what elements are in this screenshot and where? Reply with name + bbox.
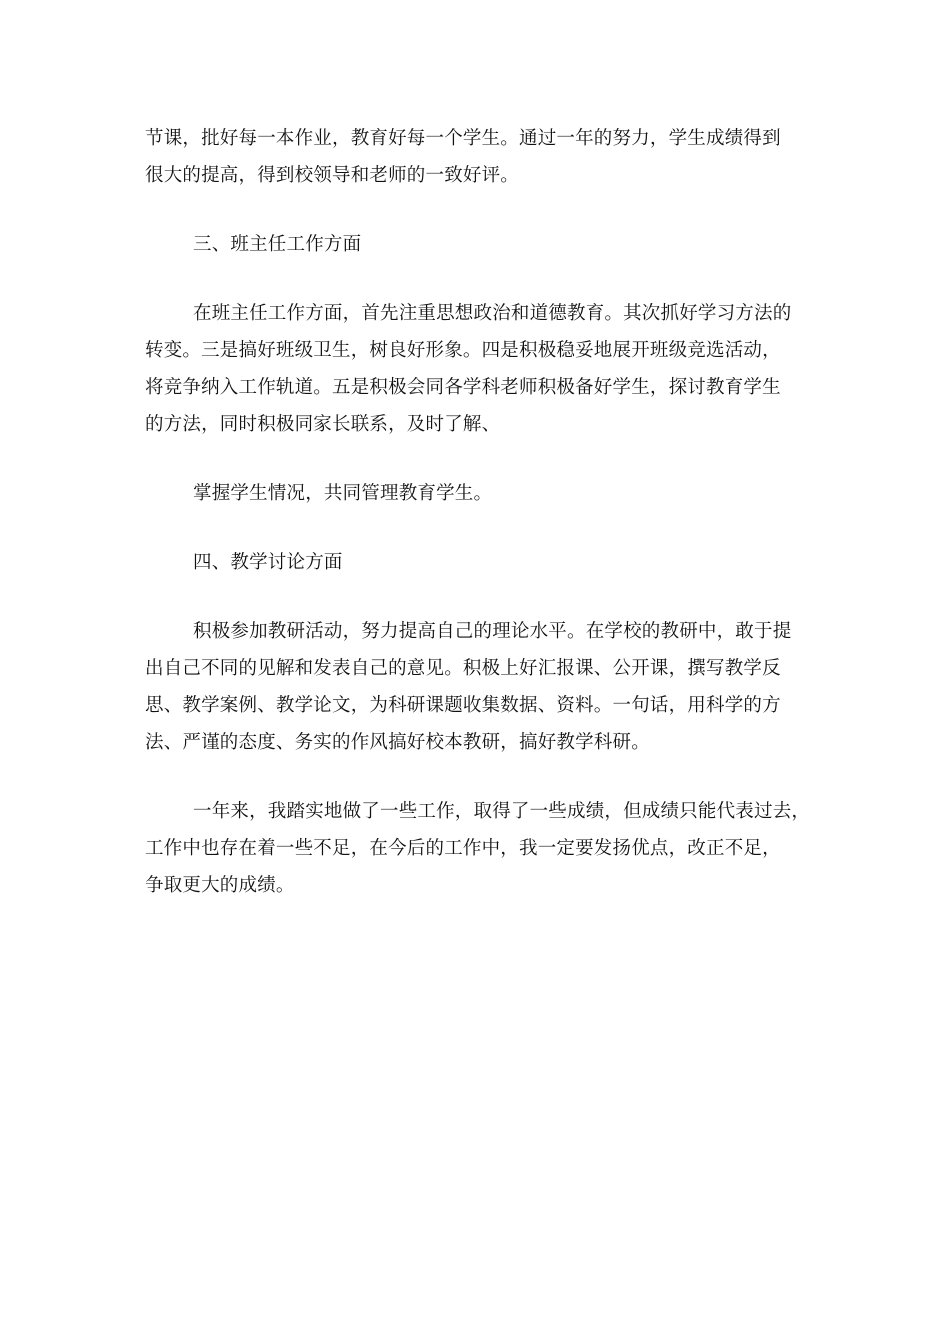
paragraph-line: 的方法，同时积极同家长联系，及时了解、	[145, 414, 501, 435]
paragraph-line: 思、教学案例、教学论文，为科研课题收集数据、资料。一句话，用科学的方	[145, 695, 781, 716]
paragraph-line: 掌握学生情况，共同管理教育学生。	[193, 483, 493, 504]
paragraph-line: 法、严谨的态度、务实的作风搞好校本教研，搞好教学科研。	[145, 732, 650, 753]
paragraph-line: 很大的提高，得到校领导和老师的一致好评。	[145, 165, 520, 186]
paragraph-line: 节课，批好每一本作业，教育好每一个学生。通过一年的努力，学生成绩得到	[145, 128, 781, 149]
paragraph-line: 将竞争纳入工作轨道。五是积极会同各学科老师积极备好学生，探讨教育学生	[145, 377, 781, 398]
paragraph-line: 一年来，我踏实地做了一些工作，取得了一些成绩，但成绩只能代表过去，	[193, 801, 811, 822]
paragraph-line: 争取更大的成绩。	[145, 875, 295, 896]
paragraph-line: 转变。三是搞好班级卫生，树良好形象。四是积极稳妥地展开班级竞选活动，	[145, 340, 781, 361]
paragraph-line: 积极参加教研活动，努力提高自己的理论水平。在学校的教研中，敢于提	[193, 621, 792, 642]
paragraph-line: 在班主任工作方面，首先注重思想政治和道德教育。其次抓好学习方法的	[193, 303, 792, 324]
section-heading-teaching-research: 四、教学讨论方面	[193, 552, 343, 573]
paragraph-line: 工作中也存在着一些不足，在今后的工作中，我一定要发扬优点，改正不足，	[145, 838, 781, 859]
section-heading-class-teacher: 三、班主任工作方面	[193, 234, 362, 255]
paragraph-line: 出自己不同的见解和发表自己的意见。积极上好汇报课、公开课，撰写教学反	[145, 658, 781, 679]
